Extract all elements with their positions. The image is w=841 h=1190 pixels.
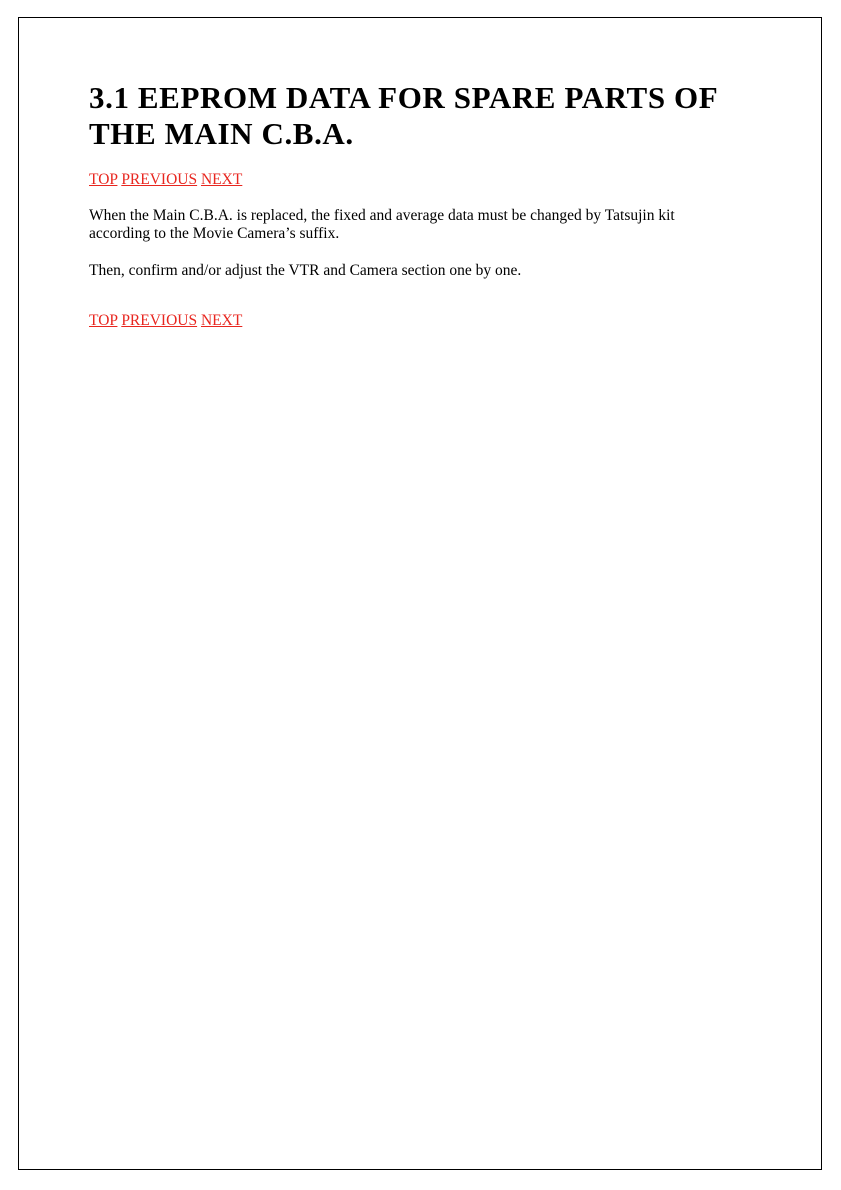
nav-links-top <box>89 170 749 190</box>
nav-links-bottom <box>89 311 749 331</box>
top-link[interactable]: TOP <box>89 171 118 188</box>
previous-link[interactable]: PREVIOUS <box>121 312 198 329</box>
body-paragraph-2: Then, confirm and/or adjust the VTR and Camera section one by one. <box>89 262 522 279</box>
page-title <box>89 80 749 152</box>
body-paragraph-1 <box>89 207 749 243</box>
document-content <box>89 80 749 331</box>
page-title-line-1: 3.1 EEPROM DATA FOR SPARE PARTS OF <box>89 80 719 115</box>
page-title-line-2: THE MAIN C.B.A. <box>89 116 354 151</box>
body-paragraph-1-line-2: according to the Movie Camera’s suffix. <box>89 225 340 242</box>
body-paragraph-1-line-1: When the Main C.B.A. is replaced, the fixed and average data must be changed by Tatsujin kit <box>89 207 675 224</box>
previous-link[interactable]: PREVIOUS <box>121 171 198 188</box>
next-link[interactable]: NEXT <box>200 312 243 329</box>
next-link[interactable]: NEXT <box>200 171 243 188</box>
top-link[interactable]: TOP <box>89 312 118 329</box>
